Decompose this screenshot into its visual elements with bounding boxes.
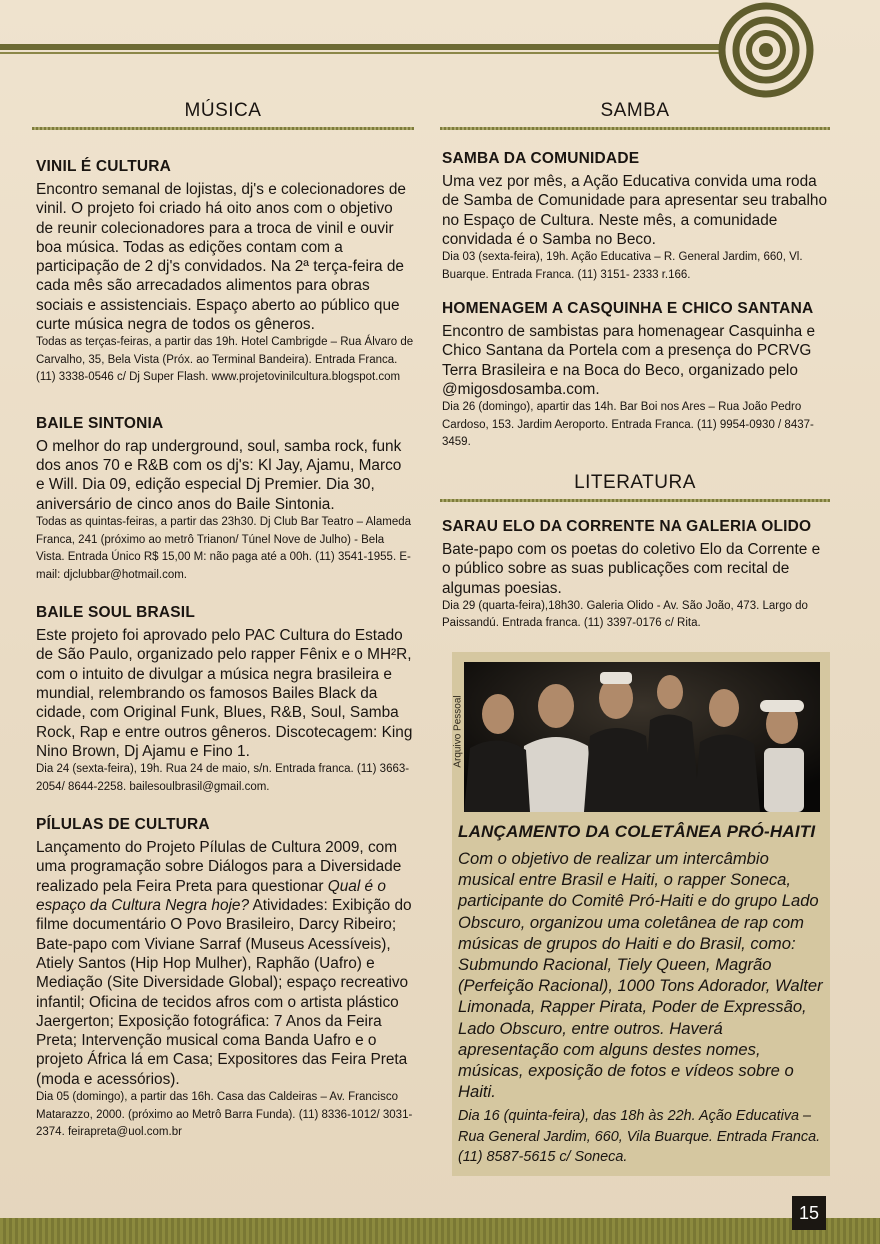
haiti-body: Com o objetivo de realizar um intercâmbio musical entre Brasil e Haiti, o rapper Soneca, participante do Comitê Pró-Haiti e do grupo Lado Obscuro, organizou uma coletânea de rap com músicas de grupos do Haiti e do Brasil, como: Submundo Racional, Tiely Queen, Magrão (Perfeição Racional), 1000 Tons Adorador, Walter Limonada, Rapper Pirata, Poder de Expressão, Lado Obscuro, entre outros. Haverá apresentação com alguns destes nomes, músicas, exposição de fotos e vídeos sobre o Haiti. (458, 849, 823, 1102)
section-header-literatura (440, 472, 830, 502)
entry-title: BAILE SOUL BRASIL (36, 604, 195, 622)
entry-body: Uma vez por mês, a Ação Educativa convida uma roda de Samba de Comunidade para apresentar seu trabalho no Espaço de Cultura. Neste mês, a comunidade convidada é o Samba no Beco. (442, 173, 828, 248)
entry-body-text-cont: Atividades: Exibição do filme documentário O Povo Brasileiro, Darcy Ribeiro; Bate-papo com Viviane Sarraf (Museus Acessíveis), Atiely Santos (Hip Hop Mulher), Raphão (Uafro) e Mediação (Site Diversidade Global); espaço recreativo infantil; Oficina de tecidos afros com o artista plástico Jaergerton; Exposição fotográfica: 7 Anos da Feira Preta; Intervenção musical coma Banda Uafro e o projeto África lá em Casa; Expositores das Feira Preta (moda e acessórios). (36, 897, 412, 1088)
top-rule (0, 44, 736, 50)
section-title-samba: SAMBA (600, 100, 670, 121)
entry-baile-sintonia (36, 415, 414, 584)
entry-body-question: Qual é o espaço da Cultura Negra hoje? (36, 877, 386, 915)
entry-body: Este projeto foi aprovado pelo PAC Cultura do Estado de São Paulo, organizado pelo rapper Fênix e o MH²R, com o intuito de divulgar a música negra brasileira e mundial, relembrando os famosos Bailes Black da cidade, com Original Funk, Blues, R&B, Soul, Samba Rock, Rap e entre outros gêneros. Discotecagem: King Nino Brown, Dj Ajamu e Fino 1. (36, 627, 413, 760)
right-column-samba (442, 150, 830, 452)
entry-homenagem-casquinha (442, 300, 830, 452)
haiti-title: LANÇAMENTO DA COLETÂNEA PRÓ-HAITI (458, 822, 816, 841)
entry-title: SAMBA DA COMUNIDADE (442, 150, 640, 167)
left-column (36, 158, 414, 1142)
bottom-bar (0, 1218, 880, 1244)
entry-baile-soul-brasil (36, 604, 414, 796)
entry-body-text: Lançamento do Projeto Pílulas de Cultura 2009, com uma programação sobre Diálogos para a Diversidade realizado pela Feira Preta para questionar (36, 839, 402, 895)
entry-body: Encontro semanal de lojistas, dj's e colecionadores de vinil. O projeto foi criado há oito anos com o objetivo de reunir colecionadores para a troca de vinil e ouvir boa música. Todas as edições contam com a participação de 2 dj's convidados. Na 2ª terça-feira de cada mês são arrecadados alimentos para obras sociais e assistenciais. Espaço aberto ao público que curte música negra de todos os gêneros. (36, 181, 406, 334)
entry-body: O melhor do rap underground, soul, samba rock, funk dos anos 70 e R&B com os dj's: Kl Jay, Ajamu, Marco e Will. Dia 09, edição especial Dj Premier. Dia 30, aniversário de cinco anos do Baile Sintonia. (36, 437, 402, 513)
top-rule-thin (0, 52, 736, 54)
section-header-musica (32, 100, 414, 130)
haiti-details: Dia 16 (quinta-feira), das 18h às 22h. Ação Educativa – Rua General Jardim, 660, Vila Buarque. Entrada Franca. (11) 8587-5615 c/ Soneca. (458, 1108, 821, 1165)
photo-credit-text: Arquivo Pessoal (452, 695, 464, 768)
entry-details: Dia 05 (domingo), a partir das 16h. Casa das Caldeiras – Av. Francisco Matarazzo, 2000. (próximo ao Metrô Barra Funda). (11) 8336-1012/ 3031-2374. feirapreta@uol.com.br (36, 1091, 413, 1138)
entry-pilulas-cultura (36, 816, 414, 1141)
entry-details: Dia 24 (sexta-feira), 19h. Rua 24 de maio, s/n. Entrada franca. (11) 3663-2054/ 8644-2258. bailesoulbrasil@gmail.com. (36, 763, 410, 793)
entry-body (36, 838, 414, 1089)
target-logo-icon (718, 2, 814, 98)
entry-details: Dia 29 (quarta-feira),18h30. Galeria Olido - Av. São João, 473. Largo do Paissandú. Entrada franca. (11) 3397-0176 c/ Rita. (442, 599, 808, 630)
group-photo (464, 662, 820, 812)
entry-vinil-cultura (36, 158, 414, 387)
entry-title: HOMENAGEM A CASQUINHA E CHICO SANTANA (442, 300, 814, 318)
photo-credit (452, 662, 464, 812)
entry-samba-comunidade (442, 150, 830, 284)
entry-title: PÍLULAS DE CULTURA (36, 816, 210, 834)
entry-sarau-elo (442, 518, 830, 633)
entry-title: BAILE SINTONIA (36, 414, 164, 432)
entry-title: SARAU ELO DA CORRENTE NA GALERIA OLIDO (442, 518, 812, 535)
entry-details: Todas as quintas-feiras, a partir das 23h30. Dj Club Bar Teatro – Alameda Franca, 241 (próximo ao metrô Trianon/ Túnel Nove de Julho) - Bela Vista. Entrada Único R$ 15,00 M: não paga até a 00h. (11) 3541-1955. E-mail: djclubbar@hotmail.com. (36, 516, 412, 581)
entry-title: VINIL É CULTURA (36, 158, 172, 175)
entry-details: Todas as terças-feiras, a partir das 19h. Hotel Cambrigde – Rua Álvaro de Carvalho, 35, Bela Vista (Próx. ao Terminal Bandeira). Entrada Franca. (11) 3338-0546 c/ Dj Super Flash. www.projetovinilcultura.blogspot.com (36, 336, 414, 384)
entry-details: Dia 26 (domingo), apartir das 14h. Bar Boi nos Ares – Rua João Pedro Cardoso, 153. Jardim Aeroporto. Entrada Franca. (11) 9954-0930 / 8437-3459. (442, 401, 814, 449)
right-column-literatura (442, 518, 830, 633)
section-title-musica: MÚSICA (184, 100, 262, 121)
entry-details: Dia 03 (sexta-feira), 19h. Ação Educativa – R. General Jardim, 660, Vl. Buarque. Entrada Franca. (11) 3151- 2333 r.166. (442, 251, 803, 281)
entry-body: Encontro de sambistas para homenagear Casquinha e Chico Santana da Portela com a presença do PCRVG Terra Brasileira e na Boca do Beco, organizado pelo @migosdosamba.com. (442, 323, 816, 399)
entry-body: Bate-papo com os poetas do coletivo Elo da Corrente e o público sobre as suas publicações com recital de algumas poesias. (442, 541, 821, 597)
section-header-samba (440, 100, 830, 130)
section-title-literatura: LITERATURA (574, 472, 696, 493)
page-number: 15 (792, 1196, 826, 1230)
